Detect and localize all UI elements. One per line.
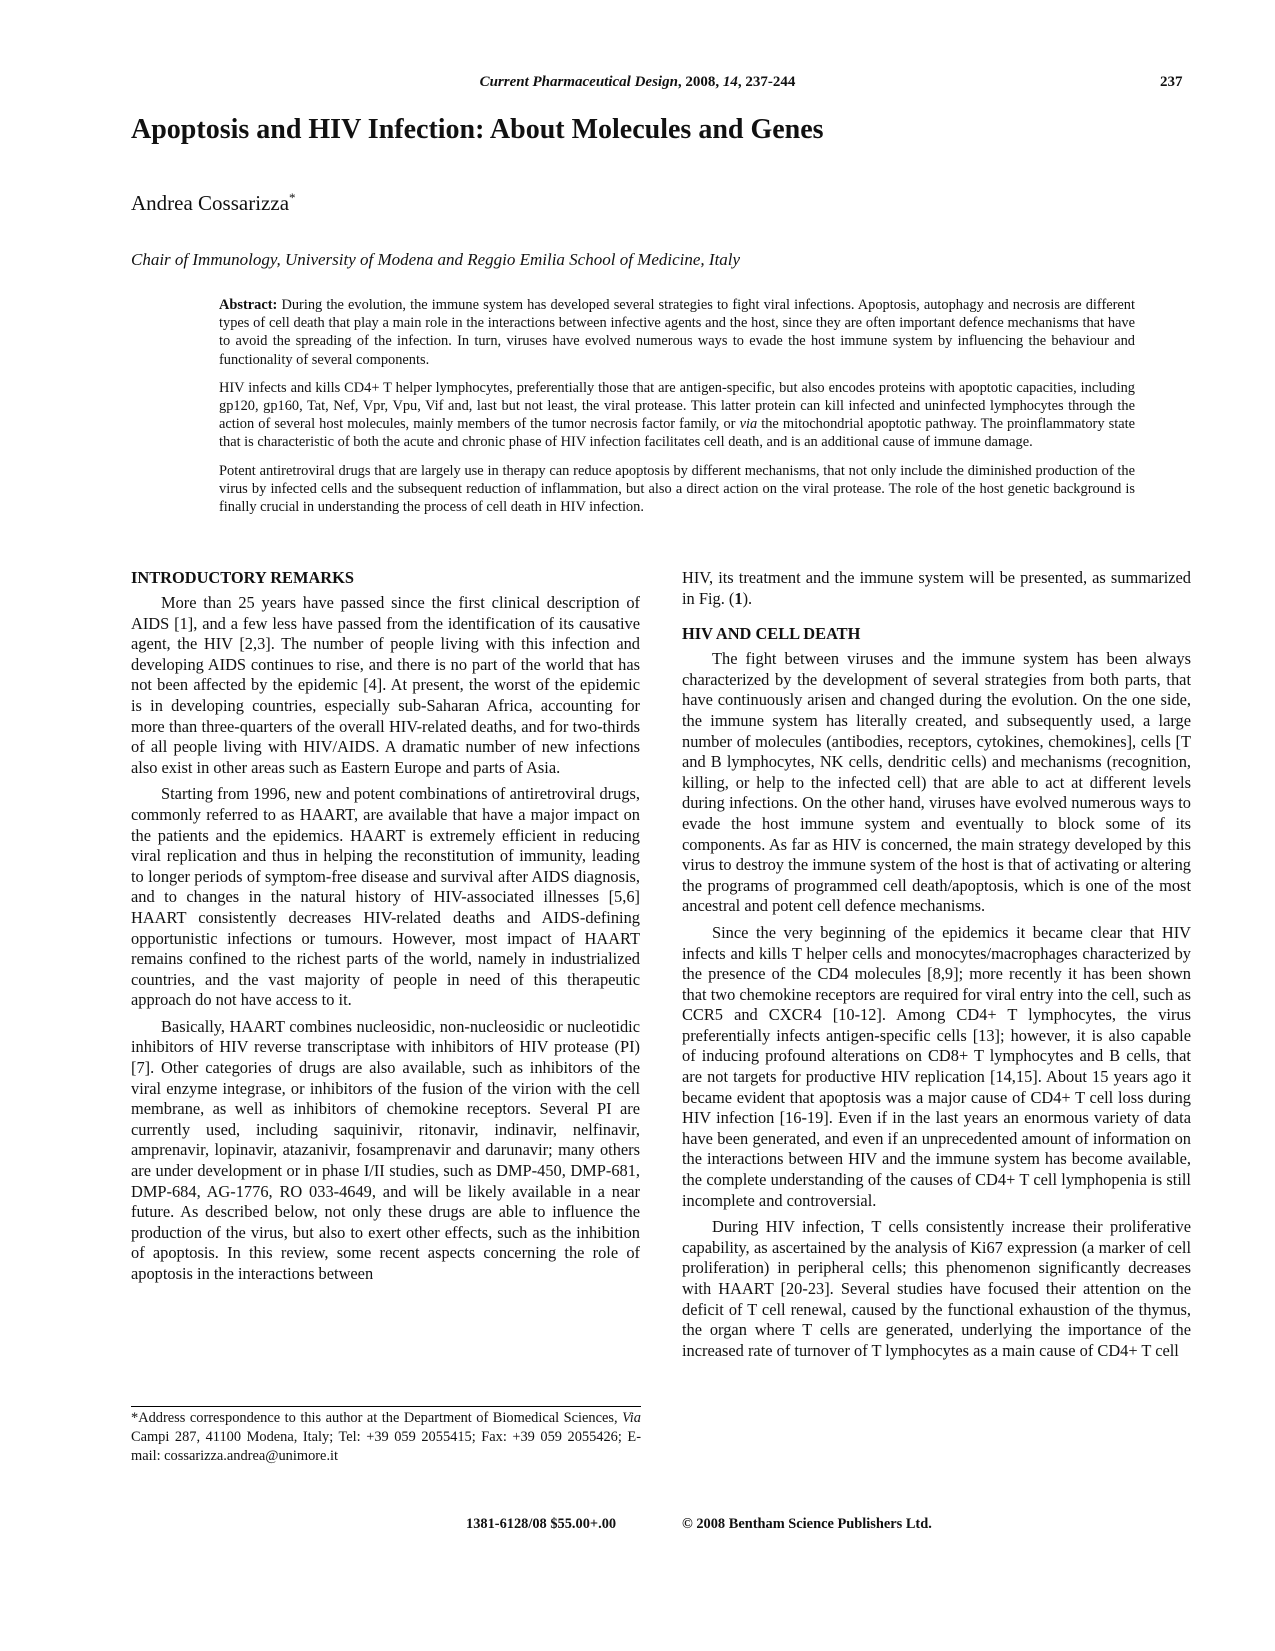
body-paragraph: Basically, HAART combines nucleosidic, non-nucleosidic or nucleotidic inhibitors of HIV reverse transcriptase with inhibitors of HIV protease (PI) [7]. Other categories of drugs are also available, such as inhibitors of the viral enzyme integrase, or inhibitors of the fusion of the virion with the cell membrane, as well as inhibitors of chemokine receptors. Several PI are currently used, including saquinivir, ritonavir, indinavir, nelfinavir, amprenavir, lopinavir, atazanivir, fosamprenavir and darunavir; many others are under development or in phase I/II studies, such as DMP-450, DMP-681, DMP-684, AG-1776, RO 033-4649, and will be likely available in a near future. As described below, not only these drugs are able to influence the production of the virus, but also to exert other effects, such as the inhibition of apoptosis. In this review, some recent aspects concerning the role of apoptosis in the interactions between (131, 1016, 640, 1283)
left-column (131, 567, 640, 1342)
issn-price: 1381-6128/08 $55.00+.00 (466, 1516, 617, 1532)
abstract-paragraph: Abstract: During the evolution, the immune system has developed several strategies to fight viral infections. Apoptosis, autophagy and necrosis are different types of cell death that play a main role in the interactions between infective agents and the host, since they are often important defence mechanisms that have to avoid the spreading of the infection. In turn, viruses have evolved numerous ways to evade the host immune system by influencing the behaviour and functionality of several components. (219, 297, 1135, 368)
body-paragraph: The fight between viruses and the immune system has been always characterized by the development of several strategies from both parts, that have continuously arisen and changed during the evolution. On the one side, the immune system has literally created, and subsequently used, a large number of molecules (antibodies, receptors, cytokines, chemokines], cells [T and B lymphocytes, NK cells, dendritic cells) and mechanisms (recognition, killing, or help to the infected cell) that are able to act at different levels during infections. On the other hand, viruses have evolved numerous ways to evade the host immune system and eventually to block some of its components. As far as HIV is concerned, the main strategy developed by this virus to destroy the immune system of the host is that of activating or altering the programs of programmed cell death/apoptosis, which is one of the most ancestral and potent cell defence mechanisms. (682, 649, 1191, 916)
body-paragraph-continued: HIV, its treatment and the immune system will be presented, as summarized in Fig. (1). (682, 568, 1191, 608)
body-paragraph: More than 25 years have passed since the first clinical description of AIDS [1], and a few less have passed from the identification of its causative agent, the HIV [2,3]. The number of people living with this infection and developing AIDS continues to rise, and there is no part of the world that has not been affected by the epidemic [4]. At present, the worst of the epidemic is in developing countries, especially sub-Saharan Africa, accounting for more than three-quarters of the overall HIV-related deaths, and for two-thirds of all people living with HIV/AIDS. A dramatic number of new infections also exist in other areas such as Eastern Europe and parts of Asia. (131, 593, 640, 777)
right-column (682, 568, 1191, 1471)
body-paragraph: Since the very beginning of the epidemics it became clear that HIV infects and kills T helper cells and monocytes/macrophages characterized by the presence of the CD4 molecules [8,9]; more recently it has been shown that two chemokine receptors are required for viral entry into the cell, such as CCR5 and CXCR4 [10-12]. Among CD4+ T lymphocytes, the virus preferentially infects antigen-specific cells [13]; however, it is also capable of inducing profound alterations on CD8+ T lymphocytes and B cells, that are not targets for productive HIV replication [14,15]. About 15 years ago it became evident that apoptosis was a major cause of CD4+ T cell loss during HIV infection [16-19]. Even if in the last years an enormous variety of data have been generated, and even if an unprecedented amount of information on the interactions between HIV and the immune system has become available, the complete understanding of the causes of CD4+ T cell lymphopenia is still incomplete and controversial. (682, 922, 1191, 1210)
journal-pages: , 237-244 (737, 74, 796, 90)
correspondence-footnote: *Address correspondence to this author at the Department of Biomedical Sciences, Via Campi 287, 41100 Modena, Italy; Tel: +39 059 2055415; Fax: +39 059 2055426; E-mail: cossarizza.andrea@unimore.it (131, 1410, 641, 1464)
section-heading-hiv-and-cell-death: HIV AND CELL DEATH (682, 624, 861, 644)
abstract (219, 296, 1135, 526)
body-paragraph: During HIV infection, T cells consistently increase their proliferative capability, as ascertained by the analysis of Ki67 expression (a marker of cell proliferation) in peripheral cells; this phenomenon significantly decreases with HAART [20-23]. Several studies have focused their attention on the deficit of T cell renewal, caused by the functional exhaustion of the thymus, the organ where T cells are generated, underlying the importance of the increased rate of turnover of T lymphocytes as a main cause of CD4+ T cell (682, 1217, 1191, 1360)
figure-reference: 1 (734, 588, 743, 608)
author-footnote-mark: * (289, 190, 296, 205)
abstract-paragraph: Potent antiretroviral drugs that are largely use in therapy can reduce apoptosis by different mechanisms, that not only include the diminished production of the virus by infected cells and the subsequent reduction of inflammation, but also a direct action on the viral protease. The role of the host genetic background is finally crucial in understanding the process of cell death in HIV infection. (219, 462, 1135, 516)
abstract-paragraph: HIV infects and kills CD4+ T helper lymphocytes, preferentially those that are antigen-specific, but also encodes proteins with apoptotic capacities, including gp120, gp160, Tat, Nef, Vpr, Vpu, Vif and, last but not least, the viral protease. This latter protein can kill infected and uninfected lymphocytes through the action of several host molecules, mainly members of the tumor necrosis factor family, or via the mitochondrial apoptotic pathway. The proinflammatory state that is characteristic of both the acute and chronic phase of HIV infection facilitates cell death, and is an additional cause of immune damage. (219, 379, 1135, 451)
section-heading-introductory-remarks: INTRODUCTORY REMARKS (131, 568, 354, 587)
copyright: © 2008 Bentham Science Publishers Ltd. (682, 1516, 932, 1532)
journal-header (0, 74, 1275, 91)
author-name: Andrea Cossarizza (131, 191, 290, 215)
footnote-divider (131, 1406, 641, 1407)
journal-name: Current Pharmaceutical Design (479, 74, 678, 90)
journal-year: , 2008, (677, 74, 723, 90)
article-title: Apoptosis and HIV Infection: About Molecules and Genes (131, 114, 824, 145)
body-paragraph: Starting from 1996, new and potent combinations of antiretroviral drugs, commonly referred to as HAART, are available that have a major impact on the patients and the epidemics. HAART is extremely efficient in reducing viral replication and thus in helping the reconstitution of immunity, leading to longer periods of symptom-free disease and survival after AIDS diagnosis, and to changes in the natural history of HIV-associated illnesses [5,6] HAART consistently decreases HIV-related deaths and AIDS-defining opportunistic infections or tumours. However, most impact of HAART remains confined to the richest parts of the world, namely in industrialized countries, and the vast majority of people in need of this therapeutic approach do not have access to it. (131, 784, 640, 1010)
abstract-label: Abstract: (219, 297, 278, 313)
page-number: 237 (1160, 74, 1183, 90)
journal-volume: 14 (722, 74, 738, 90)
author (131, 185, 296, 216)
affiliation: Chair of Immunology, University of Modena and Reggio Emilia School of Medicine, Italy (131, 250, 741, 269)
